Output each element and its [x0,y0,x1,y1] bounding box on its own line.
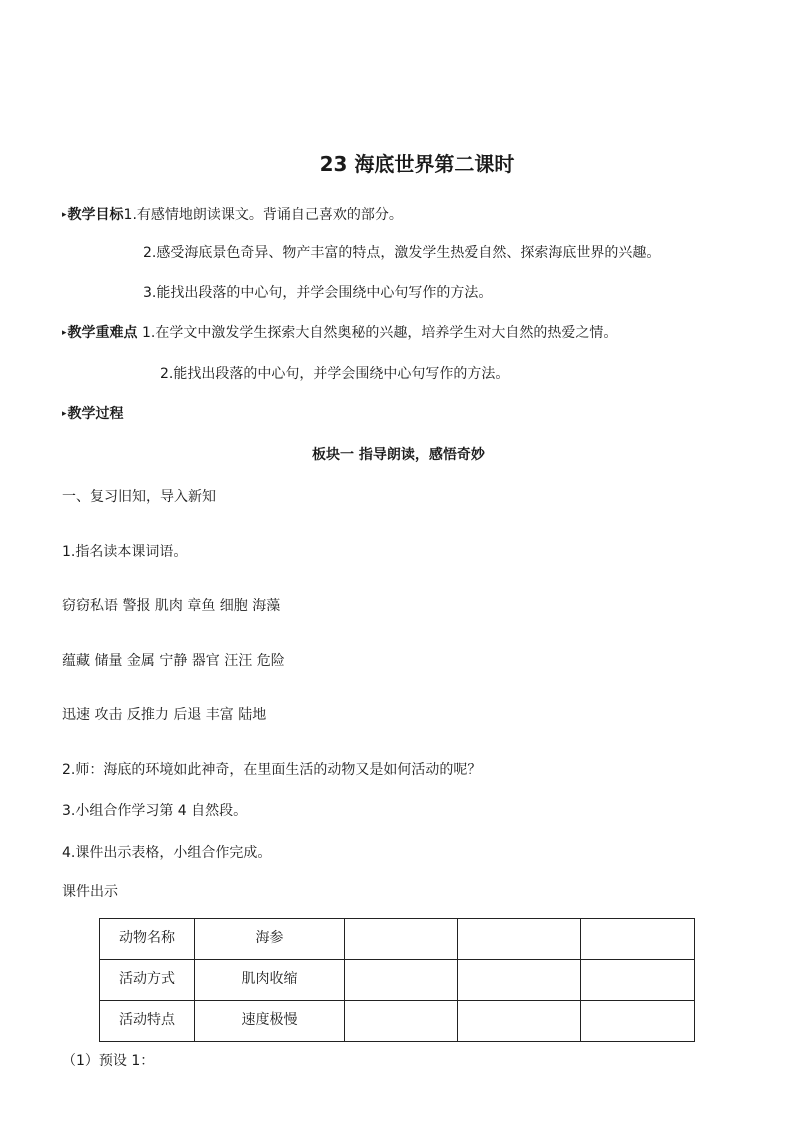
table-cell: 海参 [195,919,345,960]
word-row: 窃窃私语 警报 肌肉 章鱼 细胞 海藻 [62,598,281,614]
table-cell [345,919,458,960]
table-cell [458,960,581,1001]
table-cell [458,919,581,960]
key-point-item: 1.在学文中激发学生探索大自然奥秘的兴趣，培养学生对大自然的热爱之情。 [141,325,618,341]
key-points-heading: ▸教学重难点 [62,325,138,341]
process-heading: ▸教学过程 [62,406,124,422]
table-cell [458,1001,581,1042]
objectives-heading: ▸教学目标 [62,207,124,223]
table-row [100,919,695,960]
page-title: 23 海底世界第二课时 [319,152,515,176]
table-cell [345,960,458,1001]
objectives-line-1 [62,205,403,227]
triangle-bullet-icon: ▸ [62,328,67,338]
objective-item: 1.有感情地朗读课文。背诵自己喜欢的部分。 [123,207,403,223]
section-heading: 一、复习旧知，导入新知 [62,489,216,505]
block-title: 板块一 指导朗读，感悟奇妙 [312,447,485,463]
table-row [100,960,695,1001]
table-cell [581,919,695,960]
step-item: 1.指名读本课词语。 [62,544,188,560]
activity-table [99,918,695,1042]
table-cell: 活动特点 [100,1001,195,1042]
key-points-line-1 [62,323,617,345]
table-row [100,1001,695,1042]
table-cell: 活动方式 [100,960,195,1001]
triangle-bullet-icon: ▸ [62,409,67,419]
table-cell [581,1001,695,1042]
step-item: 4.课件出示表格，小组合作完成。 [62,845,272,861]
key-point-item: 2.能找出段落的中心句，并学会围绕中心句写作的方法。 [160,366,510,382]
table-cell: 速度极慢 [195,1001,345,1042]
objective-item: 3.能找出段落的中心句，并学会围绕中心句写作的方法。 [143,285,493,301]
table-cell: 动物名称 [100,919,195,960]
objective-item: 2.感受海底景色奇异、物产丰富的特点，激发学生热爱自然、探索海底世界的兴趣。 [143,245,661,261]
preset-label: （1）预设 1： [62,1053,155,1069]
step-item: 3.小组合作学习第 4 自然段。 [62,803,248,819]
step-item: 2.师：海底的环境如此神奇，在里面生活的动物又是如何活动的呢？ [62,762,482,778]
triangle-bullet-icon: ▸ [62,210,67,220]
courseware-label: 课件出示 [62,884,118,900]
word-row: 迅速 攻击 反推力 后退 丰富 陆地 [62,707,267,723]
table-cell: 肌肉收缩 [195,960,345,1001]
word-row: 蕴藏 储量 金属 宁静 器官 汪汪 危险 [62,653,285,669]
table-cell [345,1001,458,1042]
table-cell [581,960,695,1001]
